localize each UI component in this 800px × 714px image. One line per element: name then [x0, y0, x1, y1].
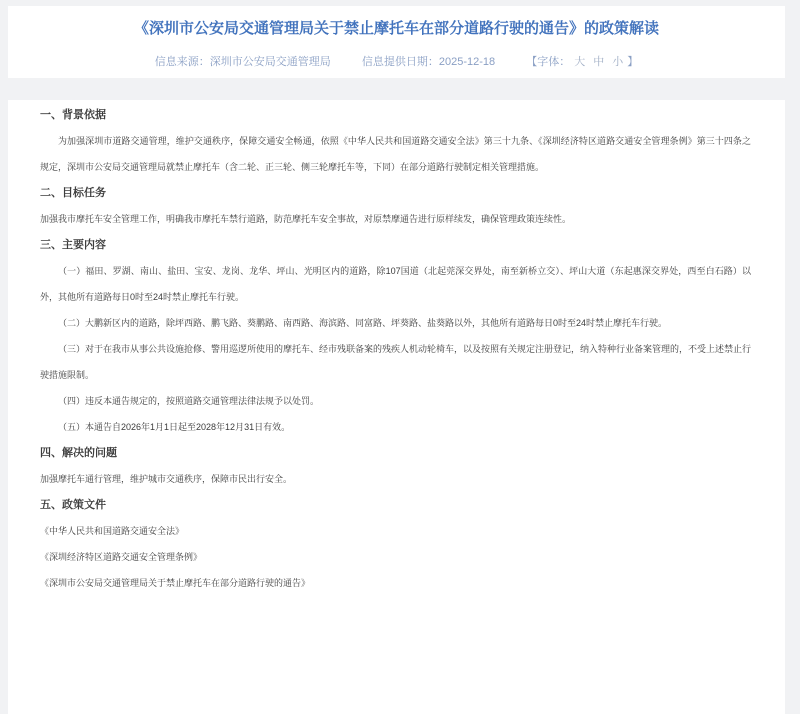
- font-size-medium-button[interactable]: 中: [593, 56, 605, 68]
- font-widget-close-bracket: 】: [627, 56, 639, 68]
- paragraph: （二）大鹏新区内的道路，除坪西路、鹏飞路、葵鹏路、南西路、海滨路、同富路、坪葵路、盐葵路以外，其他所有道路每日0时至24时禁止摩托车行驶。: [58, 318, 668, 328]
- section-heading: 三、主要内容: [40, 239, 106, 251]
- paragraph: （五）本通告自2026年1月1日起至2028年12月31日有效。: [58, 422, 291, 432]
- font-size-large-button[interactable]: 大: [574, 56, 586, 68]
- paragraph: （三）对于在我市从事公共设施抢修、警用巡逻所使用的摩托车、经市残联备案的残疾人机动轮椅车，以及按照有关规定注册登记，纳入特种行业备案管理的，不受上述禁止行驶措施限制。: [40, 344, 752, 380]
- page-background: [0, 6, 800, 714]
- paragraph: 为加强深圳市道路交通管理，维护交通秩序，保障交通安全畅通，依照《中华人民共和国道路交通安全法》第三十九条、《深圳经济特区道路交通安全管理条例》第三十四条之规定，深圳市公安局交通管理局就禁止摩托车（含二轮、正三轮、侧三轮摩托车等，下同）在部分道路行驶制定相关管理措施。: [40, 136, 751, 172]
- font-widget-open-bracket: 【字体：: [526, 56, 571, 68]
- section-heading: 二、目标任务: [40, 187, 106, 199]
- meta-date: [362, 55, 495, 70]
- paragraph: 加强我市摩托车安全管理工作，明确我市摩托车禁行道路，防范摩托车安全事故，对原禁摩通告进行原样续发，确保管理政策连续性。: [40, 214, 572, 224]
- article-body: [8, 100, 785, 714]
- meta-source: [155, 55, 331, 70]
- section-heading: 五、政策文件: [40, 499, 106, 511]
- page-title: 《深圳市公安局交通管理局关于禁止摩托车在部分道路行驶的通告》的政策解读: [133, 20, 659, 37]
- meta-source-label: 信息来源：: [154, 56, 210, 68]
- section-heading: 一、背景依据: [40, 109, 106, 121]
- paragraph: 加强摩托车通行管理，维护城市交通秩序，保障市民出行安全。: [40, 474, 293, 484]
- paragraph: 《深圳经济特区道路交通安全管理条例》: [40, 552, 203, 562]
- section-heading: 四、解决的问题: [40, 447, 117, 459]
- article-header: [8, 6, 785, 78]
- paragraph: 《中华人民共和国道路交通安全法》: [40, 526, 185, 536]
- paragraph: （一）福田、罗湖、南山、盐田、宝安、龙岗、龙华、坪山、光明区内的道路，除107国道（北起莞深交界处，南至新桥立交）、坪山大道（东起惠深交界处，西至白石路）以外，其他所有道路每日0时至24时禁止摩托车行驶。: [40, 266, 751, 302]
- paragraph: （四）违反本通告规定的，按照道路交通管理法律法规予以处罚。: [58, 396, 320, 406]
- paragraph: 《深圳市公安局交通管理局关于禁止摩托车在部分道路行驶的通告》: [40, 578, 311, 588]
- meta-source-value: 深圳市公安局交通管理局: [209, 56, 331, 68]
- meta-date-label: 信息提供日期：: [361, 56, 439, 68]
- meta-date-value: 2025-12-18: [438, 56, 496, 68]
- font-size-widget: [526, 55, 638, 70]
- font-size-small-button[interactable]: 小: [612, 56, 624, 68]
- article-meta: [28, 55, 765, 70]
